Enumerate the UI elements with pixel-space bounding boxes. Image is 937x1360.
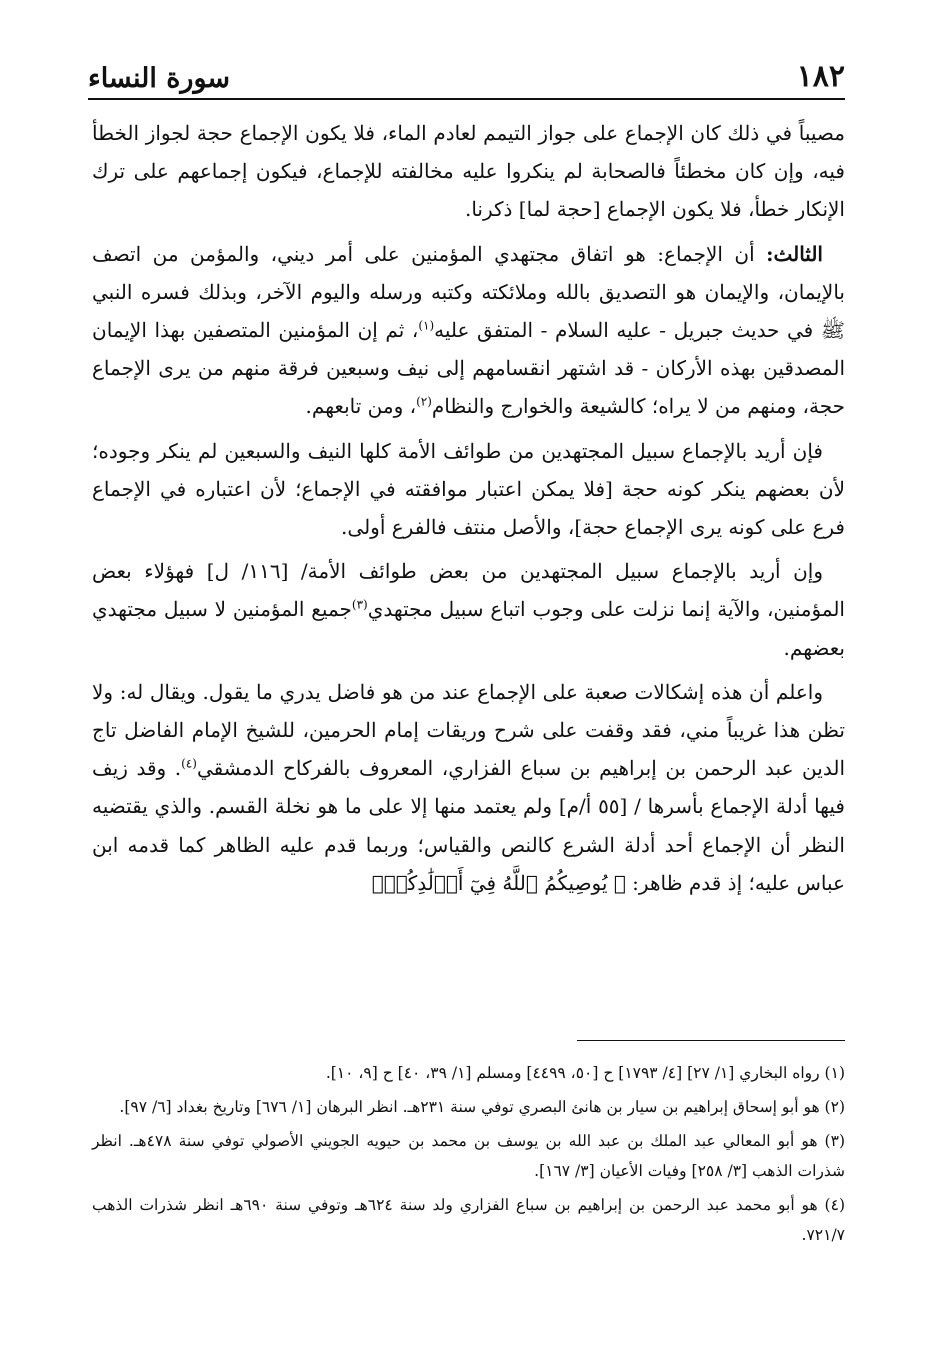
- paragraph-4-text-a: وإن أريد بالإجماع سبيل المجتهدين من بعض طوائف الأمة/ [١١٦/ ل] فهؤلاء بعض المؤمنين، والآية إنما نزلت على وجوب اتباع سبيل مجتهدي: [92, 559, 845, 622]
- footnotes: [92, 1058, 845, 1254]
- page-number: ١٨٢: [796, 59, 845, 94]
- footnote-4: (٤) هو أبو محمد عبد الرحمن بن إبراهيم بن سباع الفزاري ولد سنة ٦٢٤هـ وتوفي سنة ٦٩٠هـ انظر شذرات الذهب ٧٢١/٧.: [92, 1196, 845, 1244]
- footnote-ref-4: (٤): [181, 756, 197, 771]
- paragraph-5-text-a: واعلم أن هذه إشكالات صعبة على الإجماع عند من هو فاضل يدري ما يقول. ويقال له: ولا تظن هذا غريباً مني، فقد وقفت على شرح وريقات إمام الحرمين، للشيخ الإمام الفاضل تاج الدين عبد الرحمن بن إبراهيم بن سباع الفزاري، المعروف بالفركاح الدمشقي: [92, 679, 846, 781]
- footnote-3: (٣) هو أبو المعالي عبد الملك بن عبد الله بن يوسف بن محمد بن حيويه الجويني الأصولي توفي سنة ٤٧٨هـ. انظر شذرات الذهب [٣/ ٢٥٨] وفيات الأعيان [٣/ ١٦٧].: [92, 1132, 845, 1180]
- paragraph-3: فإن أريد بالإجماع سبيل المجتهدين من طوائف الأمة كلها النيف والسبعين لم ينكر وجوده؛ لأن بعضهم ينكر كونه حجة [فلا يمكن اعتبار موافقته في الإجماع؛ لأن اعتباره في الإجماع فرع على كونه يرى الإجماع حجة]، والأصل منتف فالفرع أولى.: [92, 438, 845, 540]
- paragraph-2-text-a: أن الإجماع: هو اتفاق مجتهدي المؤمنين على أمر ديني، والمؤمن من اتصف بالإيمان، والإيمان هو التصديق بالله وملائكته وكتبه ورسله واليوم الآخر، وبذلك فسره النبي ﷺ في حديث جبريل - عليه السلام - المتفق عليه: [92, 241, 845, 343]
- footnote-ref-2: (٢): [416, 394, 432, 409]
- paragraph-2-text-b: ، ثم إن المؤمنين المتصفين بهذا الإيمان المصدقين بهذه الأركان - قد اشتهر انقسامهم إلى نيف وسبعين فرقة منهم من يرى الإجماع حجة، ومنهم من لا يراه؛ كالشيعة والخوارج والنظام: [92, 318, 845, 419]
- paragraph-1: مصيباً في ذلك كان الإجماع على جواز التيمم لعادم الماء، فلا يكون الإجماع حجة لجواز الخطأ فيه، وإن كان مخطئاً فالصحابة لم ينكروا عليه مخالفته للإجماع، فيكون إجماعهم على ترك الإنكار خطأ، فلا يكون الإجماع [حجة لما] ذكرنا.: [92, 121, 845, 222]
- paragraph-4: [92, 552, 845, 667]
- page-header: [88, 52, 845, 100]
- paragraph-4-text-b: جميع المؤمنين لا سبيل مجتهدي بعضهم.: [92, 597, 845, 660]
- paragraph-2: [92, 235, 845, 426]
- footnote-divider: [577, 1040, 845, 1041]
- paragraph-2-text-c: ، ومن تابعهم.: [305, 394, 417, 419]
- surah-title: سورة النساء: [88, 63, 231, 94]
- footnote-ref-3: (٣): [351, 597, 368, 612]
- footnote-ref-1: (١): [418, 318, 435, 333]
- paragraph-5: [92, 673, 845, 902]
- paragraph-5-text-b: . وقد زيف فيها أدلة الإجماع بأسرها / [٥٥ أ/م] ولم يعتمد منها إلا على ما هو نخلة القسم. والذي يقتضيه النظر أن الإجماع أحد أدلة الشرع كالنص والقياس؛ وربما قدم عليه الظاهر كما قدمه ابن عباس عليه؛ إذ قدم ظاهر: ﴿ يُوصِيكُمُ ٱللَّهُ فِيٓ أَوۡلَٰدِكُمۡۖ: [92, 756, 845, 895]
- main-text: [92, 114, 845, 908]
- footnote-1: (١) رواه البخاري [١/ ٢٧] [٤/ ١٧٩٣] ح [٥٠، ٤٤٩٩] ومسلم [١/ ٣٩، ٤٠] ح [٩، ١٠].: [325, 1064, 845, 1082]
- paragraph-2-lead: الثالث:: [766, 241, 823, 266]
- footnote-2: (٢) هو أبو إسحاق إبراهيم بن سيار بن هانئ البصري توفي سنة ٢٣١هـ. انظر البرهان [١/ ٦٧٦] وتاريخ بغداد [٦/ ٩٧].: [119, 1098, 845, 1116]
